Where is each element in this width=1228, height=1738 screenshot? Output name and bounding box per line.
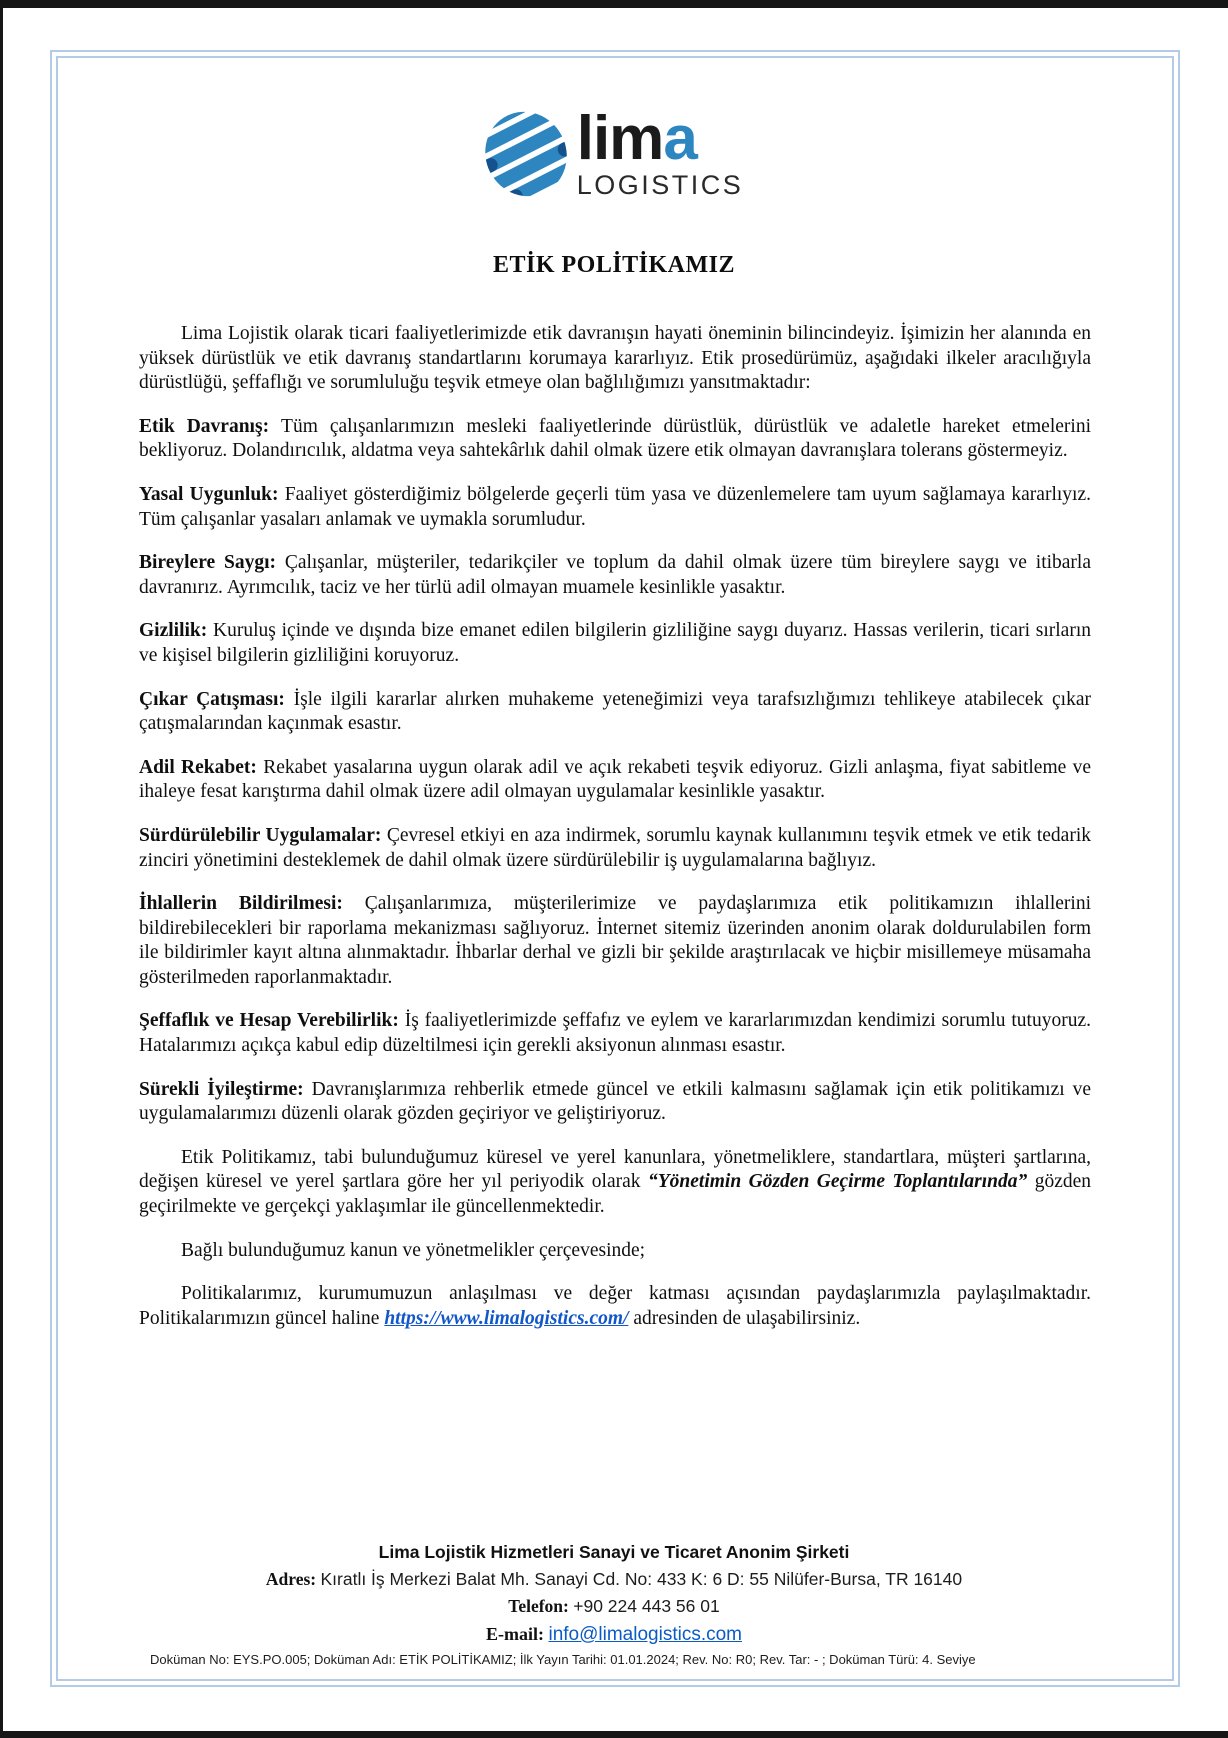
email-label: E-mail:: [485, 1624, 544, 1644]
document-body: [139, 322, 1091, 1350]
intro-paragraph: Lima Lojistik olarak ticari faaliyetlerimizde etik davranışın hayati öneminin bilincindeyiz. İşimizin her alanında en yüksek dürüstlük ve etik davranış standartlarını korumaya kararlıyız. Etik prosedürümüz, aşağıdaki ilkeler aracılığıyla dürüstlüğü, şeffaflığı ve sorumluluğu teşvik etmeye olan bağlılığımızı yansıtmaktadır:: [139, 323, 1091, 394]
page-title: ETİK POLİTİKAMIZ: [492, 252, 736, 278]
share-paragraph: [139, 1282, 1091, 1331]
logo-wordmark: [576, 104, 697, 173]
principle-text: Kuruluş içinde ve dışında bize emanet edilen bilgilerin gizliliğine saygı duyarız. Hassas verilerin, ticari sırların ve kişisel bilgilerin gizliliğini koruyoruz.: [139, 620, 1091, 666]
logo-subtitle: LOGISTICS: [576, 170, 744, 200]
company-name: Lima Lojistik Hizmetleri Sanayi ve Ticaret Anonim Şirketi: [378, 1542, 850, 1562]
scan-edge-bottom: [0, 1731, 1228, 1738]
principle-text: Rekabet yasalarına uygun olarak adil ve açık rekabeti teşvik ediyoruz. Gizli anlaşma, fiyat sabitleme ve ihaleye fesat karıştırma dahil olmak üzere adil olmayan uygulamalar kesinlikle yasaktır.: [139, 756, 1091, 803]
principle-text: Çalışanlar, müşteriler, tedarikçiler ve toplum da dahil olmak üzere tüm bireylere saygı ve itibarla davranırız. Ayrımcılık, taciz ve her türlü adil olmayan muamele kesinlikle yasaktır.: [139, 552, 1091, 598]
scan-edge-top: [0, 0, 1228, 8]
principle-label: Bireylere Saygı:: [139, 552, 285, 574]
principle-text: Davranışlarımıza rehberlik etmede güncel ve etkili kalmasını sağlamak için etik politikamızı ve uygulamalarımızı düzenli olarak gözden geçiriyor ve geliştiriyoruz.: [139, 1078, 1091, 1125]
principle-text: Çalışanlarımıza, müşterilerimize ve paydaşlarımıza etik politikamızın ihlallerini bildirebilecekleri bir raporlama mekanizması sağlıyoruz. İnternet sitemiz üzerinden anonim olarak doldurulabilen form ile bildirimler kayıt altına alınmaktadır. İhbarlar derhal ve gizli bir şekilde araştırılacak ve hiçbir misillemeye müsamaha gösterilmeden raporlanmaktadır.: [139, 893, 1091, 988]
phone-line: [0, 1594, 1228, 1619]
principle-paragraph: [139, 1009, 1091, 1058]
principle-label: Adil Rekabet:: [139, 756, 264, 778]
principle-text: Çevresel etkiyi en aza indirmek, sorumlu kaynak kullanımını teşvik etmek ve etik tedarik zinciri yönetimini desteklemek de dahil olmak üzere sürdürülebilir iş uygulamalarına bağlıyız.: [139, 824, 1091, 871]
principle-paragraph: [139, 551, 1091, 600]
principle-paragraph: [139, 824, 1091, 873]
principle-label: Yasal Uygunluk:: [139, 483, 285, 505]
principle-label: Çıkar Çatışması:: [139, 688, 294, 710]
phone-label: Telefon:: [508, 1596, 569, 1616]
principle-label: Gizlilik:: [139, 620, 214, 642]
principles-list: [139, 415, 1091, 1127]
principle-paragraph: [139, 688, 1091, 737]
principle-paragraph: [139, 619, 1091, 668]
address-line: [0, 1567, 1228, 1592]
logo-word-accent: a: [663, 104, 697, 173]
review-text-post: gözden geçirilmekte ve gerçekçi yaklaşımlar ile güncellenmektedir.: [139, 1171, 1092, 1218]
principle-paragraph: [139, 415, 1091, 464]
review-emphasis: “Yönetimin Gözden Geçirme Toplantılarında”: [647, 1171, 1028, 1193]
principle-text: Faaliyet gösterdiğimiz bölgelerde geçerli tüm yasa ve düzenlemelere tam uyum sağlamaya kararlıyız. Tüm çalışanlar yasaları anlamak ve uymakla sorumludur.: [139, 483, 1091, 530]
laws-paragraph: Bağlı bulunduğumuz kanun ve yönetmelikler çerçevesinde;: [181, 1239, 646, 1261]
email-link[interactable]: info@limalogistics.com: [548, 1624, 742, 1645]
website-link[interactable]: https://www.limalogistics.com/: [384, 1307, 629, 1329]
principle-paragraph: [139, 1078, 1091, 1127]
principle-label: İhlallerin Bildirilmesi:: [139, 893, 365, 915]
logo-word-dark: lim: [576, 104, 664, 173]
email-line: [0, 1622, 1228, 1647]
principle-paragraph: [139, 756, 1091, 805]
principle-text: İş faaliyetlerimizde şeffafız ve eylem ve kararlarımızdan kendimizi sorumlu tutuyoruz. Hatalarımızı açıkça kabul edip düzeltilmesi için gerekli aksiyonun alınması esastır.: [139, 1010, 1091, 1057]
address-value: Kıratlı İş Merkezi Balat Mh. Sanayi Cd. No: 433 K: 6 D: 55 Nilüfer-Bursa, TR 16140: [320, 1569, 963, 1589]
principle-label: Sürdürülebilir Uygulamalar:: [139, 824, 387, 846]
principle-label: Sürekli İyileştirme:: [139, 1078, 312, 1100]
principle-text: İşle ilgili kararlar alırken muhakeme yeteneğimizi veya tarafsızlığımızı tehlikeye atabilecek çıkar çatışmalarından kaçınmak esastır.: [139, 688, 1091, 735]
share-text-post: adresinden de ulaşabilirsiniz.: [628, 1307, 861, 1329]
principle-label: Etik Davranış:: [139, 415, 282, 437]
footer-contact-block: [0, 1540, 1228, 1647]
globe-icon: [485, 110, 567, 198]
principle-paragraph: [139, 892, 1091, 990]
address-label: Adres:: [265, 1569, 317, 1589]
share-text-pre: Politikalarımız, kurumumuzun anlaşılması ve değer katması açısından paydaşlarımızla paylaşılmaktadır. Politikalarımızın güncel haline: [139, 1283, 1091, 1329]
company-logo: [0, 104, 1228, 200]
principle-paragraph: [139, 483, 1091, 532]
review-text-pre: Etik Politikamız, tabi bulunduğumuz küresel ve yerel kanunlara, yönetmeliklere, standartlara, müşteri şartlarına, değişen küresel ve yerel şartlara göre her yıl periyodik olarak: [139, 1146, 1091, 1193]
review-paragraph: [139, 1146, 1091, 1220]
principle-text: Tüm çalışanlarımızın mesleki faaliyetlerinde dürüstlük, dürüstlük ve adaletle hareket etmelerini bekliyoruz. Dolandırıcılık, aldatma veya sahtekârlık dahil olmak üzere etik olmayan davranışlara tolerans göstermeyiz.: [139, 415, 1091, 462]
logo-text: [576, 104, 744, 200]
phone-value: +90 224 443 56 01: [573, 1596, 720, 1616]
principle-label: Şeffaflık ve Hesap Verebilirlik:: [139, 1010, 405, 1032]
document-meta-line: Doküman No: EYS.PO.005; Doküman Adı: ETİK POLİTİKAMIZ; İlk Yayın Tarihi: 01.01.2024; Rev. No: R0; Rev. Tar: - ; Doküman Türü: 4. Seviye: [150, 1652, 976, 1667]
